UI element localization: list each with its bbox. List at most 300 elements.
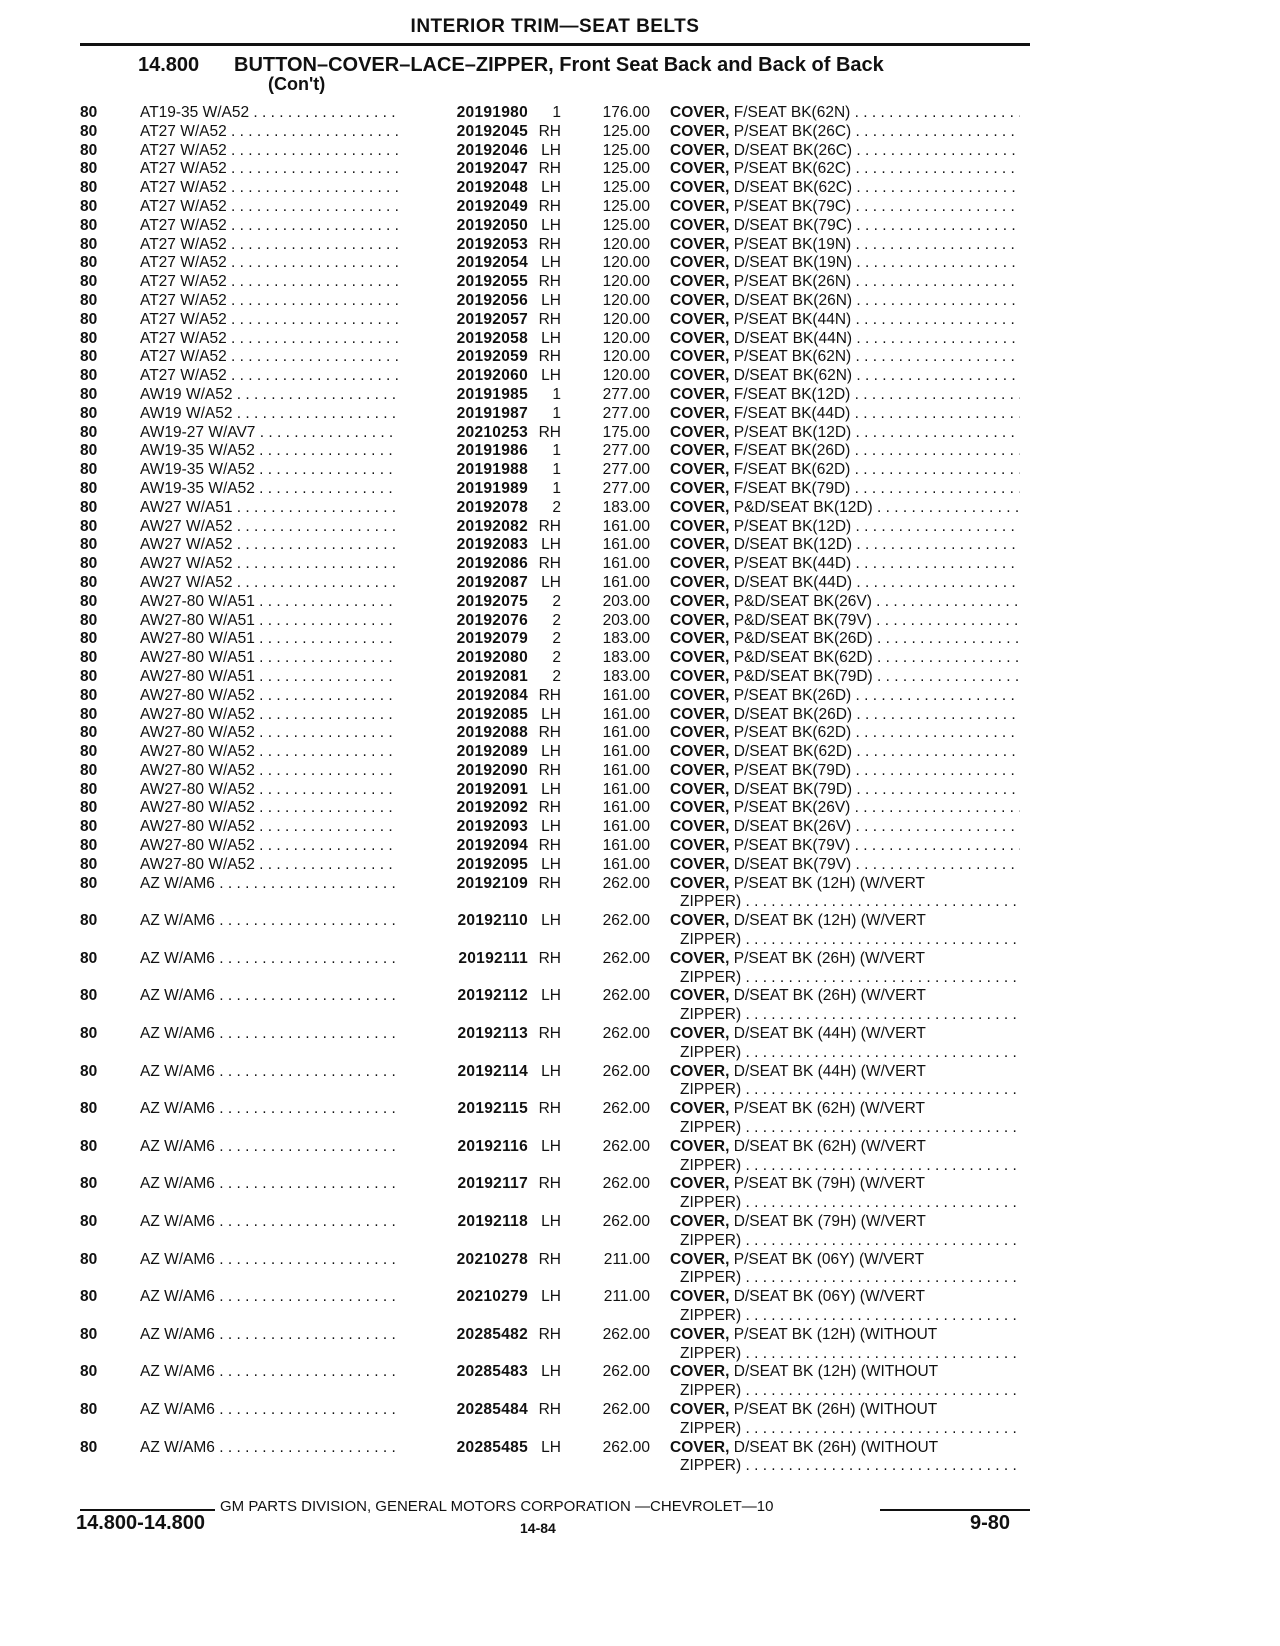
description-cell — [670, 630, 1020, 649]
part-number-cell: 20192080 — [456, 649, 528, 667]
description-cell — [670, 311, 1020, 330]
model-cell: AT19-35 W/A52 . . . — [140, 104, 398, 123]
description-keyword: COVER, — [670, 818, 730, 836]
description-cell — [670, 292, 1020, 311]
table-row — [80, 612, 1030, 631]
description-text: P/SEAT BK (62H) (W/VERT — [733, 1100, 925, 1118]
year-cell: 80 — [80, 818, 98, 836]
price-cell: 262.00 — [602, 874, 650, 892]
description-keyword: COVER, — [670, 160, 730, 178]
description-continuation: ZIPPER) . . . — [670, 1307, 1020, 1326]
price-cell: 120.00 — [602, 348, 650, 366]
description-cell — [670, 1063, 1020, 1101]
year-cell: 80 — [80, 291, 98, 309]
description-keyword: COVER, — [670, 837, 730, 855]
year-cell: 80 — [80, 874, 98, 892]
model-cell: AZ W/AM6 . . . — [140, 987, 398, 1006]
model-cell: AZ W/AM6 . . . — [140, 1025, 398, 1044]
description-text: P/SEAT BK(26D) . . . — [734, 687, 1020, 704]
footer-section-range: 14.800-14.800 — [76, 1512, 206, 1534]
description-cell — [670, 123, 1020, 142]
price-cell: 125.00 — [602, 141, 650, 159]
model-cell: AT27 W/A52 . . . — [140, 123, 398, 142]
model-cell: AW19 W/A52 . . . — [140, 405, 398, 424]
model-cell: AW27 W/A51 . . . — [140, 499, 398, 518]
description-text: D/SEAT BK(44N) . . . — [734, 330, 1020, 347]
part-number-cell: 20192083 — [456, 536, 528, 554]
description-cell — [670, 818, 1020, 837]
price-cell: 161.00 — [602, 799, 650, 817]
quantity-cell: 2 — [552, 498, 561, 516]
table-row — [80, 1025, 1030, 1063]
table-row — [80, 799, 1030, 818]
year-cell: 80 — [80, 310, 98, 328]
part-number-cell: 20191989 — [456, 479, 528, 497]
part-number-cell: 20191980 — [456, 104, 528, 121]
description-text: P&D/SEAT BK(26D) . . . — [734, 630, 1020, 647]
quantity-cell: LH — [541, 1438, 561, 1456]
quantity-cell: 2 — [552, 630, 561, 648]
table-row — [80, 405, 1030, 424]
price-cell: 120.00 — [602, 235, 650, 253]
model-cell: AT27 W/A52 . . . — [140, 311, 398, 330]
description-cell — [670, 160, 1020, 179]
table-row — [80, 348, 1030, 367]
description-keyword: COVER, — [670, 799, 730, 817]
year-cell: 80 — [80, 104, 98, 121]
price-cell: 161.00 — [602, 780, 650, 798]
model-cell: AT27 W/A52 . . . — [140, 198, 398, 217]
quantity-cell: RH — [538, 122, 561, 140]
description-cell — [670, 593, 1020, 612]
part-number-cell: 20192114 — [457, 1062, 528, 1080]
description-text: D/SEAT BK(19N) . . . — [734, 254, 1020, 271]
price-cell: 211.00 — [603, 1288, 650, 1306]
model-cell: AW19-27 W/AV7 . . . — [140, 424, 398, 443]
price-cell: 277.00 — [602, 442, 650, 460]
description-cell — [670, 1025, 1020, 1063]
price-cell: 262.00 — [602, 1400, 650, 1418]
description-continuation: ZIPPER) . . . — [670, 1457, 1020, 1476]
table-row — [80, 160, 1030, 179]
description-text: P&D/SEAT BK(79V) . . . — [734, 612, 1020, 629]
description-text: F/SEAT BK(12D) . . . — [734, 386, 1020, 403]
part-number-cell: 20192111 — [458, 949, 528, 967]
price-cell: 161.00 — [602, 724, 650, 742]
price-cell: 262.00 — [602, 1137, 650, 1155]
year-cell: 80 — [80, 385, 98, 403]
description-keyword: COVER, — [670, 1100, 730, 1118]
table-row — [80, 668, 1030, 687]
quantity-cell: RH — [538, 837, 561, 855]
quantity-cell: RH — [538, 874, 561, 892]
description-cell — [670, 1100, 1020, 1138]
quantity-cell: LH — [541, 743, 561, 761]
part-number-cell: 20192090 — [456, 761, 528, 779]
price-cell: 262.00 — [602, 912, 650, 930]
quantity-cell: RH — [538, 799, 561, 817]
footer-date: 9-80 — [970, 1512, 1011, 1534]
year-cell: 80 — [80, 667, 98, 685]
description-continuation: ZIPPER) . . . — [670, 1420, 1020, 1439]
model-cell: AZ W/AM6 . . . — [140, 1251, 398, 1270]
description-cell — [670, 330, 1020, 349]
model-cell: AZ W/AM6 . . . — [140, 1213, 398, 1232]
model-cell: AW27-80 W/A51 . . . — [140, 593, 398, 612]
description-keyword: COVER, — [670, 686, 730, 704]
description-keyword: COVER, — [670, 479, 730, 497]
footer-page-number: 14-84 — [520, 1520, 556, 1536]
price-cell: 161.00 — [602, 686, 650, 704]
quantity-cell: LH — [541, 329, 561, 347]
quantity-cell: 2 — [552, 611, 561, 629]
price-cell: 161.00 — [602, 743, 650, 761]
model-cell: AW27 W/A52 . . . — [140, 536, 398, 555]
model-cell: AT27 W/A52 . . . — [140, 179, 398, 198]
description-keyword: COVER, — [670, 705, 730, 723]
table-row — [80, 1138, 1030, 1176]
description-keyword: COVER, — [670, 291, 730, 309]
description-cell — [670, 987, 1020, 1025]
description-text: D/SEAT BK(79C) . . . — [734, 217, 1020, 234]
quantity-cell: 1 — [552, 479, 561, 497]
description-cell — [670, 856, 1020, 875]
description-text: P/SEAT BK(19N) . . . — [734, 236, 1020, 253]
description-continuation: ZIPPER) . . . — [670, 969, 1020, 988]
table-row — [80, 292, 1030, 311]
model-cell: AT27 W/A52 . . . — [140, 236, 398, 255]
part-number-cell: 20192109 — [456, 874, 528, 892]
part-number-cell: 20192092 — [456, 799, 528, 817]
description-continuation: ZIPPER) . . . — [670, 1157, 1020, 1176]
quantity-cell: LH — [541, 705, 561, 723]
model-cell: AW27-80 W/A52 . . . — [140, 781, 398, 800]
description-keyword: COVER, — [670, 1288, 730, 1306]
description-cell — [670, 743, 1020, 762]
section-heading — [138, 54, 884, 93]
year-cell: 80 — [80, 160, 98, 178]
description-text: P/SEAT BK(12D) . . . — [734, 424, 1020, 441]
description-cell — [670, 837, 1020, 856]
price-cell: 120.00 — [602, 273, 650, 291]
description-cell — [670, 1138, 1020, 1176]
table-row — [80, 1100, 1030, 1138]
description-cell — [670, 724, 1020, 743]
price-cell: 262.00 — [602, 987, 650, 1005]
part-number-cell: 20192060 — [456, 367, 528, 385]
year-cell: 80 — [80, 461, 98, 479]
part-number-cell: 20192113 — [457, 1025, 528, 1043]
description-keyword: COVER, — [670, 104, 730, 121]
description-cell — [670, 1363, 1020, 1401]
description-text: P/SEAT BK(62D) . . . — [734, 724, 1020, 741]
description-cell — [670, 142, 1020, 161]
description-keyword: COVER, — [670, 442, 730, 460]
year-cell: 80 — [80, 780, 98, 798]
part-number-cell: 20192110 — [457, 912, 528, 930]
quantity-cell: 1 — [552, 442, 561, 460]
description-cell — [670, 1175, 1020, 1213]
price-cell: 183.00 — [602, 649, 650, 667]
quantity-cell: RH — [538, 724, 561, 742]
quantity-cell: RH — [538, 1100, 561, 1118]
description-text: P/SEAT BK(62C) . . . — [734, 160, 1020, 177]
price-cell: 161.00 — [602, 705, 650, 723]
year-cell: 80 — [80, 536, 98, 554]
price-cell: 161.00 — [602, 855, 650, 873]
description-keyword: COVER, — [670, 1400, 730, 1418]
year-cell: 80 — [80, 949, 98, 967]
description-cell — [670, 875, 1020, 913]
description-cell — [670, 649, 1020, 668]
year-cell: 80 — [80, 197, 98, 215]
quantity-cell: LH — [541, 141, 561, 159]
year-cell: 80 — [80, 912, 98, 930]
quantity-cell: RH — [538, 1325, 561, 1343]
quantity-cell: LH — [541, 291, 561, 309]
price-cell: 175.00 — [602, 423, 650, 441]
price-cell: 120.00 — [602, 329, 650, 347]
year-cell: 80 — [80, 1363, 98, 1381]
quantity-cell: 2 — [552, 592, 561, 610]
description-text: F/SEAT BK(44D) . . . — [734, 405, 1020, 422]
part-number-cell: 20192086 — [456, 555, 528, 573]
model-cell: AW27-80 W/A51 . . . — [140, 668, 398, 687]
description-continuation: ZIPPER) . . . — [670, 1345, 1020, 1364]
quantity-cell: 1 — [552, 104, 561, 121]
description-continuation: ZIPPER) . . . — [670, 1006, 1020, 1025]
part-number-cell: 20192095 — [456, 855, 528, 873]
model-cell: AZ W/AM6 . . . — [140, 1363, 398, 1382]
description-cell — [670, 236, 1020, 255]
part-number-cell: 20192079 — [456, 630, 528, 648]
part-number-cell: 20191988 — [456, 461, 528, 479]
table-row — [80, 179, 1030, 198]
description-text: P/SEAT BK (26H) (WITHOUT — [733, 1400, 938, 1418]
model-cell: AW27-80 W/A51 . . . — [140, 612, 398, 631]
price-cell: 277.00 — [602, 404, 650, 422]
price-cell: 176.00 — [602, 104, 650, 121]
description-cell — [670, 1251, 1020, 1289]
description-keyword: COVER, — [670, 1213, 730, 1231]
year-cell: 80 — [80, 254, 98, 272]
model-cell: AW27-80 W/A52 . . . — [140, 818, 398, 837]
year-cell: 80 — [80, 404, 98, 422]
description-text: F/SEAT BK(79D) . . . — [734, 480, 1020, 497]
part-number-cell: 20192084 — [456, 686, 528, 704]
description-cell — [670, 461, 1020, 480]
quantity-cell: 1 — [552, 404, 561, 422]
table-row — [80, 875, 1030, 913]
quantity-cell: RH — [538, 686, 561, 704]
description-text: P/SEAT BK(12D) . . . — [734, 518, 1020, 535]
part-number-cell: 20192047 — [456, 160, 528, 178]
price-cell: 262.00 — [602, 949, 650, 967]
price-cell: 161.00 — [602, 837, 650, 855]
description-cell — [670, 518, 1020, 537]
description-keyword: COVER, — [670, 122, 730, 140]
price-cell: 262.00 — [602, 1062, 650, 1080]
model-cell: AW27 W/A52 . . . — [140, 574, 398, 593]
description-continuation: ZIPPER) . . . — [670, 1232, 1020, 1251]
quantity-cell: RH — [538, 761, 561, 779]
model-cell: AZ W/AM6 . . . — [140, 1175, 398, 1194]
table-row — [80, 142, 1030, 161]
part-number-cell: 20191986 — [456, 442, 528, 460]
description-cell — [670, 348, 1020, 367]
description-continuation: ZIPPER) . . . — [670, 1382, 1020, 1401]
quantity-cell: LH — [541, 912, 561, 930]
table-row — [80, 217, 1030, 236]
price-cell: 125.00 — [602, 216, 650, 234]
description-cell — [670, 668, 1020, 687]
model-cell: AW27 W/A52 . . . — [140, 518, 398, 537]
quantity-cell: LH — [541, 1137, 561, 1155]
description-text: P/SEAT BK(26V) . . . — [734, 799, 1020, 816]
description-cell — [670, 574, 1020, 593]
price-cell: 262.00 — [602, 1175, 650, 1193]
description-keyword: COVER, — [670, 855, 730, 873]
description-text: P/SEAT BK(44D) . . . — [734, 555, 1020, 572]
year-cell: 80 — [80, 1025, 98, 1043]
price-cell: 211.00 — [603, 1250, 650, 1268]
quantity-cell: LH — [541, 1288, 561, 1306]
year-cell: 80 — [80, 630, 98, 648]
model-cell: AT27 W/A52 . . . — [140, 160, 398, 179]
section-title: BUTTON–COVER–LACE–ZIPPER, Front Seat Back and Back of Back — [234, 54, 884, 76]
quantity-cell: LH — [541, 987, 561, 1005]
description-keyword: COVER, — [670, 385, 730, 403]
price-cell: 183.00 — [602, 630, 650, 648]
description-cell — [670, 706, 1020, 725]
table-row — [80, 912, 1030, 950]
model-cell: AW27-80 W/A51 . . . — [140, 649, 398, 668]
model-cell: AW27-80 W/A52 . . . — [140, 799, 398, 818]
description-cell — [670, 1326, 1020, 1364]
table-row — [80, 311, 1030, 330]
year-cell: 80 — [80, 573, 98, 591]
description-cell — [670, 499, 1020, 518]
price-cell: 203.00 — [602, 611, 650, 629]
price-cell: 262.00 — [602, 1213, 650, 1231]
description-text: D/SEAT BK (12H) (W/VERT — [733, 912, 926, 930]
description-text: P/SEAT BK(79D) . . . — [734, 762, 1020, 779]
description-cell — [670, 536, 1020, 555]
quantity-cell: RH — [538, 1175, 561, 1193]
part-number-cell: 20192082 — [456, 517, 528, 535]
model-cell: AT27 W/A52 . . . — [140, 367, 398, 386]
table-row — [80, 424, 1030, 443]
description-text: P/SEAT BK(26C) . . . — [734, 123, 1020, 140]
part-number-cell: 20285484 — [456, 1400, 528, 1418]
description-text: D/SEAT BK(62N) . . . — [734, 367, 1020, 384]
description-keyword: COVER, — [670, 667, 730, 685]
quantity-cell: RH — [538, 160, 561, 178]
description-keyword: COVER, — [670, 216, 730, 234]
description-text: D/SEAT BK (12H) (WITHOUT — [733, 1363, 939, 1381]
model-cell: AT27 W/A52 . . . — [140, 273, 398, 292]
year-cell: 80 — [80, 141, 98, 159]
year-cell: 80 — [80, 479, 98, 497]
description-text: D/SEAT BK (44H) (W/VERT — [733, 1025, 926, 1043]
description-keyword: COVER, — [670, 724, 730, 742]
part-number-cell: 20192112 — [457, 987, 528, 1005]
table-row — [80, 480, 1030, 499]
description-keyword: COVER, — [670, 254, 730, 272]
table-row — [80, 330, 1030, 349]
description-cell — [670, 687, 1020, 706]
price-cell: 262.00 — [602, 1438, 650, 1456]
table-row — [80, 950, 1030, 988]
part-number-cell: 20192093 — [456, 818, 528, 836]
description-text: D/SEAT BK(62D) . . . — [734, 743, 1020, 760]
description-cell — [670, 555, 1020, 574]
description-keyword: COVER, — [670, 573, 730, 591]
description-cell — [670, 273, 1020, 292]
description-cell — [670, 912, 1020, 950]
table-row — [80, 630, 1030, 649]
quantity-cell: RH — [538, 423, 561, 441]
description-text: D/SEAT BK (79H) (W/VERT — [733, 1213, 926, 1231]
part-number-cell: 20192094 — [456, 837, 528, 855]
model-cell: AZ W/AM6 . . . — [140, 1138, 398, 1157]
description-keyword: COVER, — [670, 404, 730, 422]
part-number-cell: 20210278 — [456, 1250, 528, 1268]
model-cell: AW19-35 W/A52 . . . — [140, 480, 398, 499]
page-title: INTERIOR TRIM—SEAT BELTS — [410, 16, 700, 37]
part-number-cell: 20192076 — [456, 611, 528, 629]
table-row — [80, 386, 1030, 405]
model-cell: AT27 W/A52 . . . — [140, 330, 398, 349]
year-cell: 80 — [80, 705, 98, 723]
quantity-cell: RH — [538, 1250, 561, 1268]
table-row — [80, 1326, 1030, 1364]
table-row — [80, 706, 1030, 725]
quantity-cell: LH — [541, 254, 561, 272]
description-text: P/SEAT BK (26H) (W/VERT — [733, 949, 925, 967]
quantity-cell: LH — [541, 367, 561, 385]
description-cell — [670, 762, 1020, 781]
section-continued: (Con't) — [268, 74, 326, 94]
description-keyword: COVER, — [670, 1250, 730, 1268]
model-cell: AZ W/AM6 . . . — [140, 1063, 398, 1082]
price-cell: 262.00 — [602, 1363, 650, 1381]
description-keyword: COVER, — [670, 1438, 730, 1456]
table-row — [80, 536, 1030, 555]
year-cell: 80 — [80, 855, 98, 873]
description-keyword: COVER, — [670, 555, 730, 573]
part-number-cell: 20192050 — [456, 216, 528, 234]
description-cell — [670, 480, 1020, 499]
description-text: D/SEAT BK (26H) (W/VERT — [733, 987, 926, 1005]
model-cell: AW27-80 W/A51 . . . — [140, 630, 398, 649]
quantity-cell: RH — [538, 555, 561, 573]
quantity-cell: RH — [538, 310, 561, 328]
quantity-cell: RH — [538, 1400, 561, 1418]
description-text: P/SEAT BK(44N) . . . — [734, 311, 1020, 328]
table-row — [80, 273, 1030, 292]
year-cell: 80 — [80, 498, 98, 516]
table-row — [80, 781, 1030, 800]
part-number-cell: 20192075 — [456, 592, 528, 610]
table-row — [80, 837, 1030, 856]
price-cell: 125.00 — [602, 197, 650, 215]
description-keyword: COVER, — [670, 912, 730, 930]
year-cell: 80 — [80, 442, 98, 460]
year-cell: 80 — [80, 1325, 98, 1343]
model-cell: AW27-80 W/A52 . . . — [140, 724, 398, 743]
description-text: D/SEAT BK(26C) . . . — [734, 142, 1020, 159]
